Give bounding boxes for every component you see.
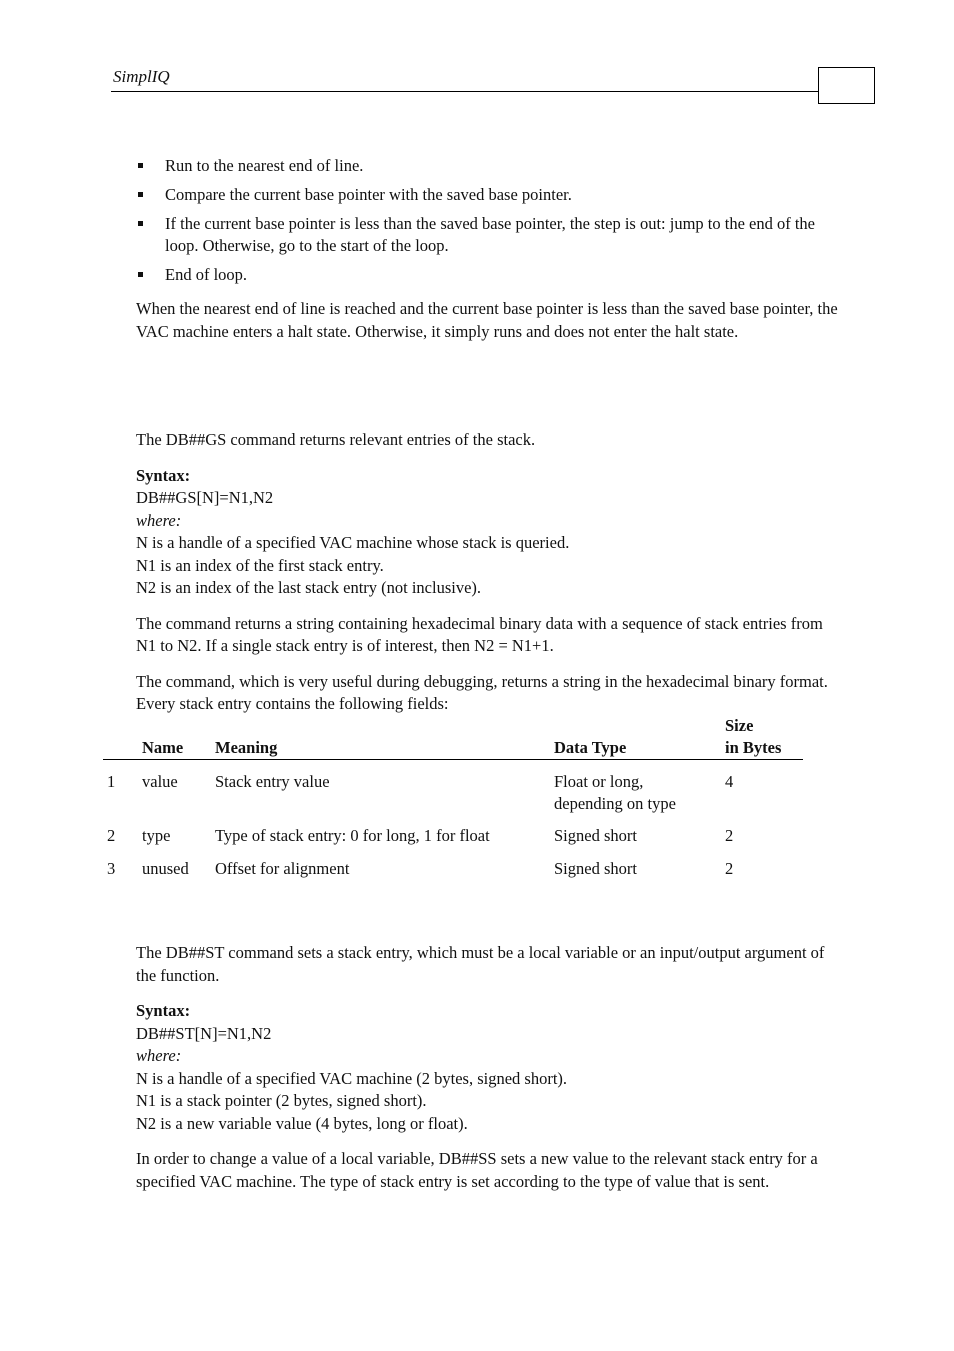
- loop-section: [136, 155, 841, 343]
- st-param-n1: N1 is a stack pointer (2 bytes, signed short).: [136, 1091, 427, 1110]
- cell-size: 2: [725, 826, 734, 845]
- cell-meaning: Stack entry value: [215, 772, 330, 791]
- bullet-square-icon: [138, 221, 143, 226]
- st-syntax-label: Syntax:: [136, 1001, 191, 1020]
- cell-data-type: Signed short: [554, 826, 637, 845]
- gs-paragraph-1: The command returns a string containing hexadecimal binary data with a sequence of stack entries from N1 to N2. If a single stack entry is of interest, then N2 = N1+1.: [136, 613, 823, 655]
- header-size: Size in Bytes: [721, 714, 803, 760]
- header-rule: [111, 91, 819, 92]
- cell-meaning: Offset for alignment: [215, 859, 350, 878]
- halt-paragraph: When the nearest end of line is reached and the current base pointer is less than the saved base pointer, the VAC machine enters a halt state. Otherwise, it simply runs and does not enter the halt state.: [136, 299, 838, 341]
- cell-data-type: Signed short: [554, 859, 637, 878]
- header-meaning: Meaning: [211, 714, 550, 760]
- cell-name: value: [142, 772, 178, 791]
- gs-where: where:: [136, 510, 182, 530]
- cell-name: unused: [142, 859, 189, 878]
- running-header-title: SimplIQ: [113, 67, 170, 86]
- gs-section: [136, 429, 841, 716]
- cell-data-type: Float or long, depending on type: [554, 772, 676, 813]
- gs-param-n1: N1 is an index of the first stack entry.: [136, 555, 384, 575]
- bullet-square-icon: [138, 192, 143, 197]
- gs-param-n: N is a handle of a specified VAC machine whose stack is queried.: [136, 533, 570, 552]
- table-row: [103, 825, 803, 858]
- gs-param-n2: N2 is an index of the last stack entry (not inclusive).: [136, 578, 482, 597]
- cell-size: 2: [725, 859, 734, 878]
- gs-paragraph-2: The command, which is very useful during debugging, returns a string in the hexadecimal binary format. Every stack entry contains the following fields:: [136, 671, 828, 713]
- st-param-n: N is a handle of a specified VAC machine (2 bytes, signed short).: [136, 1068, 568, 1088]
- st-paragraph-1: In order to change a value of a local variable, DB##SS sets a new value to the relevant stack entry for a specified VAC machine. The type of stack entry is set according to the type of value that is sent.: [136, 1149, 818, 1191]
- cell-num: 1: [107, 772, 116, 791]
- cell-name: type: [142, 826, 171, 845]
- loop-steps-list: [136, 155, 841, 286]
- list-item: Run to the nearest end of line.: [136, 155, 841, 177]
- gs-syntax: DB##GS[N]=N1,N2: [136, 488, 274, 507]
- list-item: Compare the current base pointer with the saved base pointer.: [136, 184, 841, 206]
- cell-meaning: Type of stack entry: 0 for long, 1 for float: [215, 826, 490, 845]
- stack-entry-fields-table: [103, 714, 803, 880]
- st-param-n2: N2 is a new variable value (4 bytes, long or float).: [136, 1113, 468, 1133]
- table-row: [103, 858, 803, 880]
- gs-syntax-label: Syntax:: [136, 465, 191, 485]
- table-row: [103, 760, 803, 826]
- header-name: Name: [138, 714, 211, 760]
- st-where: where:: [136, 1046, 182, 1065]
- cell-num: 2: [107, 826, 116, 845]
- list-item: If the current base pointer is less than the saved base pointer, the step is out: jump to the end of the loop. Otherwise, go to the start of the loop.: [136, 213, 841, 257]
- list-item: End of loop.: [136, 264, 841, 286]
- bullet-square-icon: [138, 163, 143, 168]
- st-syntax: DB##ST[N]=N1,N2: [136, 1023, 272, 1043]
- cell-num: 3: [107, 859, 116, 878]
- header-data-type: Data Type: [550, 714, 721, 760]
- cell-size: 4: [725, 772, 734, 791]
- table-header-row: [103, 714, 803, 760]
- st-intro: The DB##ST command sets a stack entry, which must be a local variable or an input/output argument of the function.: [136, 943, 825, 985]
- header-num: [103, 714, 138, 760]
- gs-intro: The DB##GS command returns relevant entries of the stack.: [136, 430, 536, 449]
- page-number-box: [818, 67, 875, 104]
- st-section: [136, 942, 841, 1193]
- bullet-square-icon: [138, 272, 143, 277]
